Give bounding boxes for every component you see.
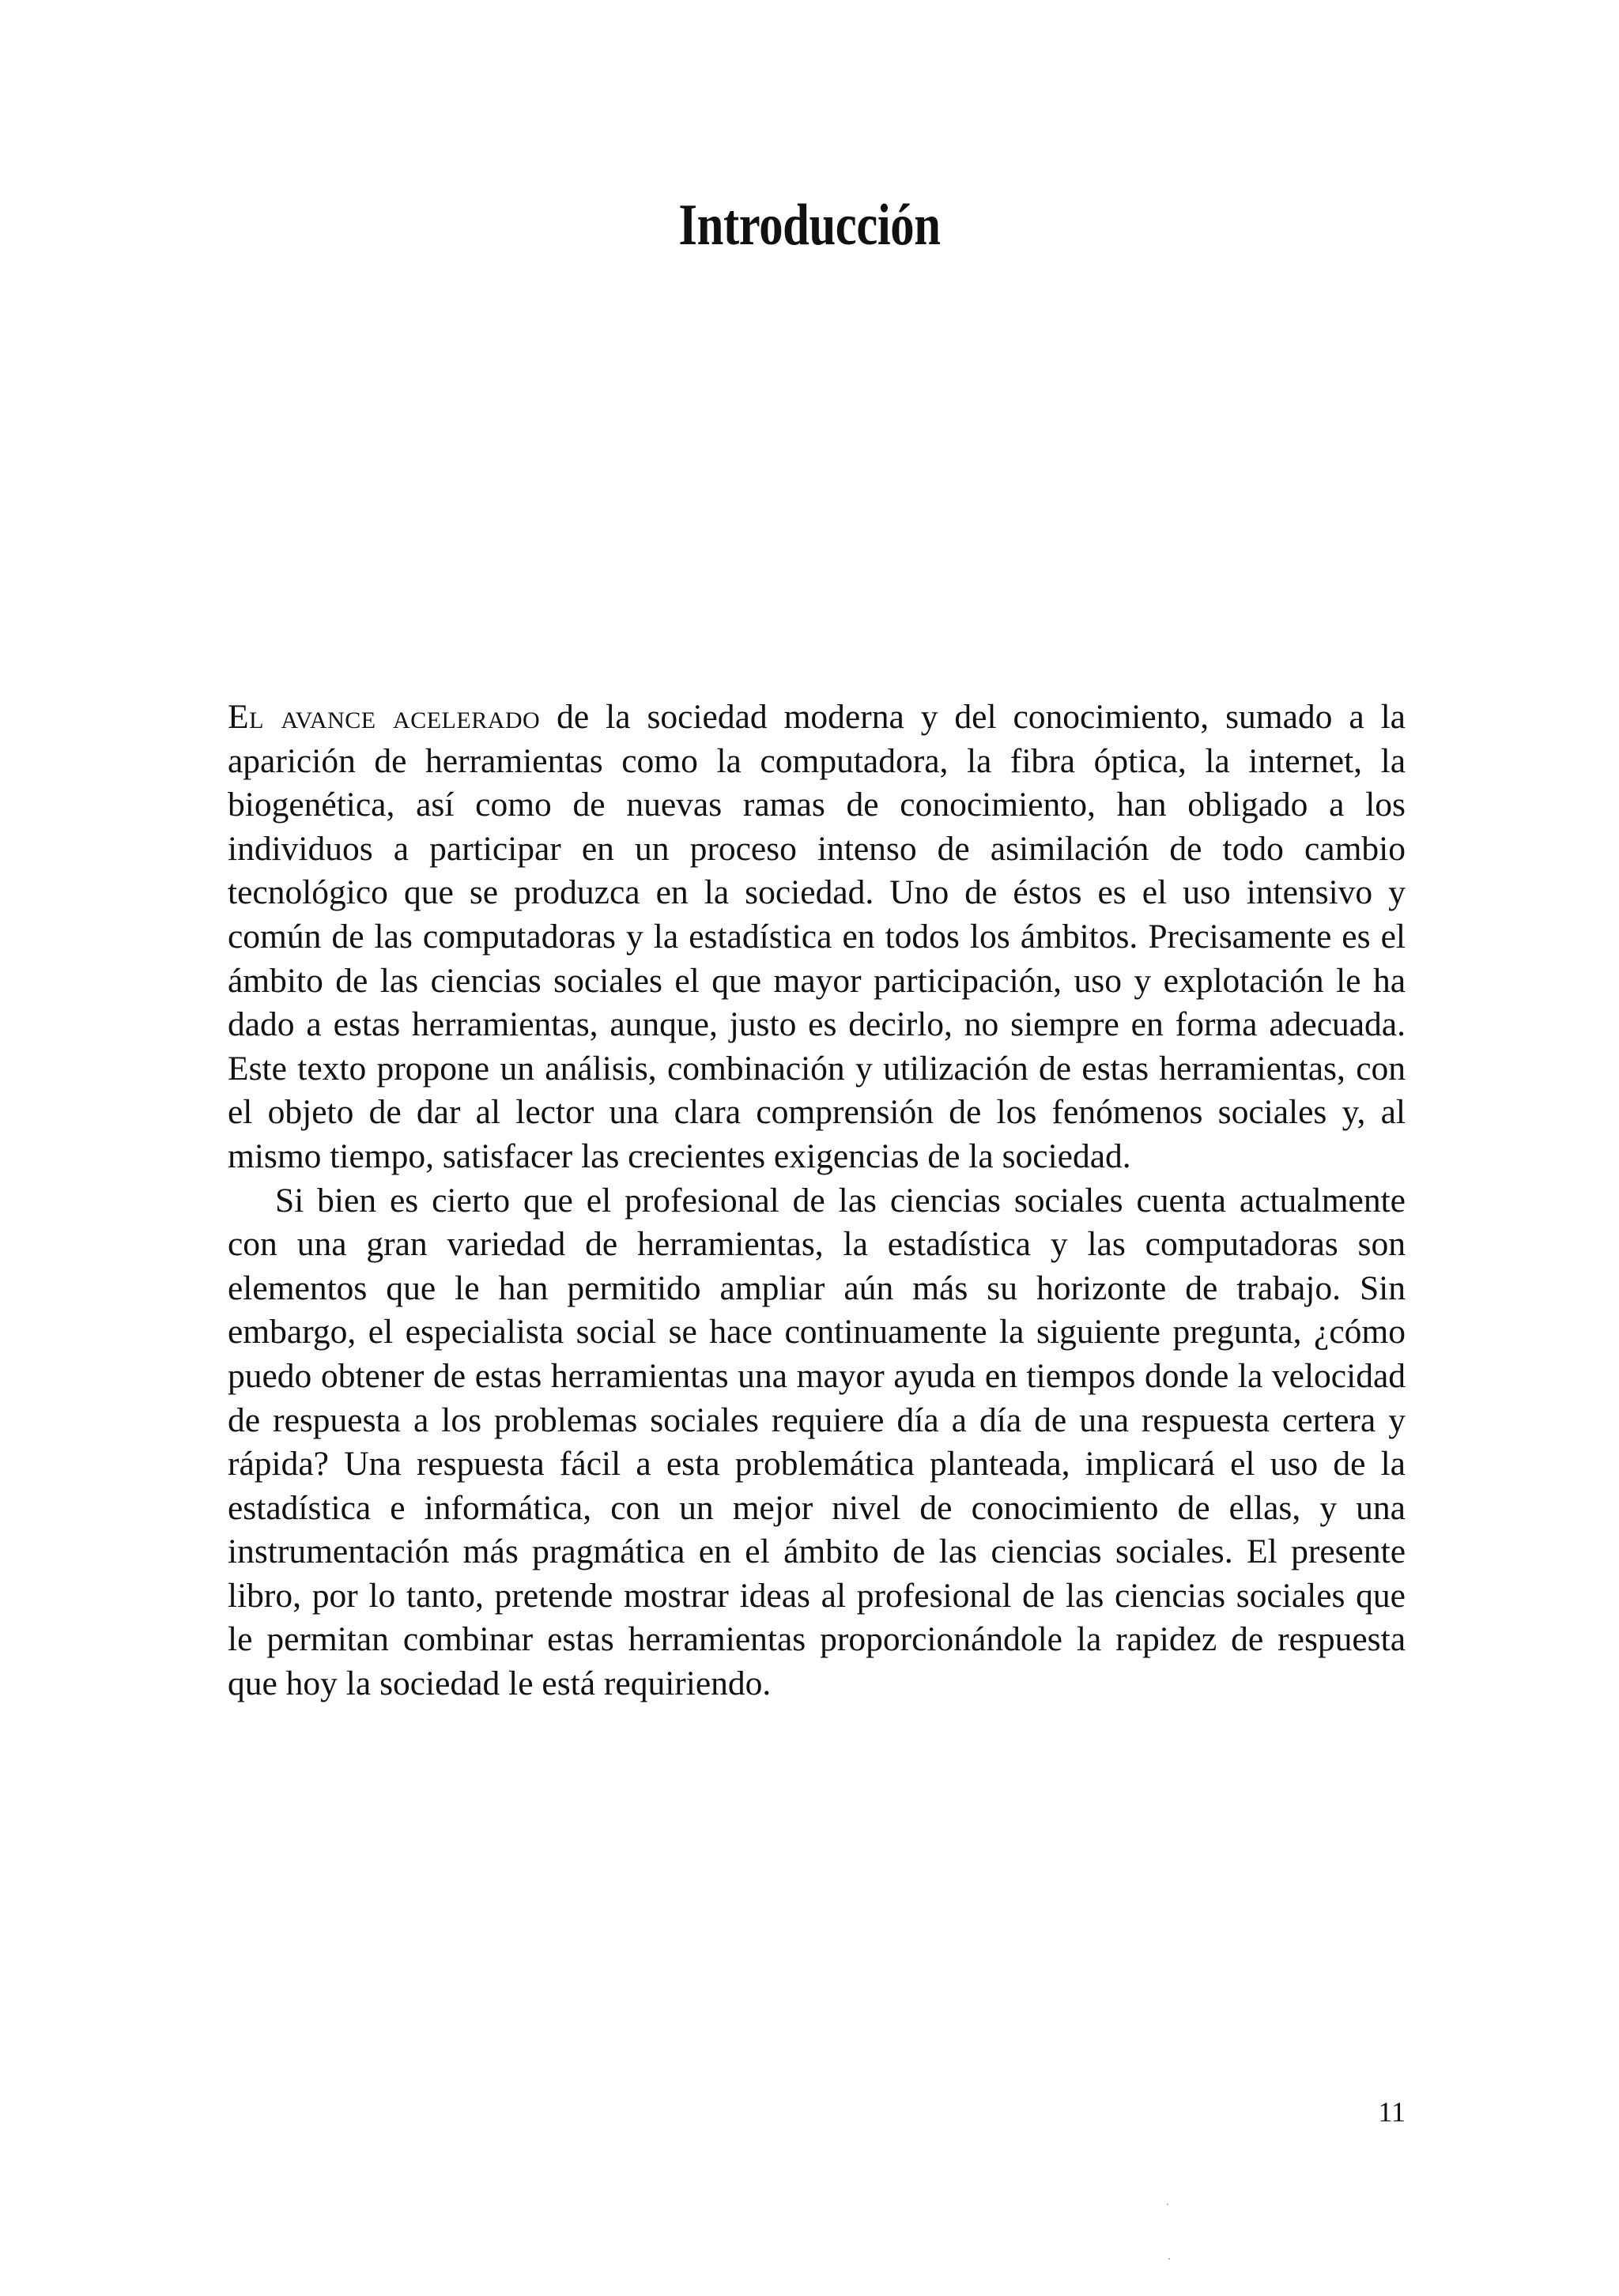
paragraph-2-text: Si bien es cierto que el profesional de las ciencias sociales cuenta actualmente con una gran variedad de herramientas, la estadística y las computadoras son elementos que le han permitido ampliar aún más su horizonte de trabajo. Sin embargo, el especialista social se hace continuamente la siguiente pregunta, ¿cómo puedo obtener de estas herramientas una mayor ayuda en tiempos donde la velocidad de respuesta a los problemas sociales requiere día a día de una respuesta certera y rápida? Una respuesta fácil a esta problemática planteada, implicará el uso de la estadística e informática, con un mejor nivel de conocimiento de ellas, y una instrumentación más pragmática en el ámbito de las ciencias sociales. El presente libro, por lo tanto, pretende mostrar ideas al profesional de las ciencias sociales que le permitan combinar estas herramientas proporcionándole la rapidez de respuesta que hoy la sociedad le está requiriendo. [228,1181,1406,1703]
scan-speck [1167,2204,1168,2205]
scan-speck [1168,2258,1170,2260]
paragraph-2 [228,1179,1406,1706]
page-number: 11 [1378,2096,1406,2128]
paragraph-1 [228,696,1406,1179]
paragraph-1-text: de la sociedad moderna y del conocimiento, sumado a la aparición de herramientas como la computadora, la fibra óptica, la internet, la biogenética, así como de nuevas ramas de conocimiento, han obligado a los individuos a participar en un proceso intenso de asimilación de todo cambio tecnológico que se produzca en la sociedad. Uno de éstos es el uso intensivo y común de las computadoras y la estadística en todos los ámbitos. Precisamente es el ámbito de las ciencias sociales el que mayor participación, uso y explotación le ha dado a estas herramientas, aunque, justo es decirlo, no siempre en forma adecuada. Este texto propone un análisis, combinación y utilización de estas herramientas, con el objeto de dar al lector una clara comprensión de los fenómenos sociales y, al mismo tiempo, satisfacer las crecientes exigencias de la sociedad. [228,698,1406,1175]
chapter-title: Introducción [678,193,941,258]
body-text [228,696,1406,1706]
paragraph-lead-in: El avance acelerado [228,698,541,736]
